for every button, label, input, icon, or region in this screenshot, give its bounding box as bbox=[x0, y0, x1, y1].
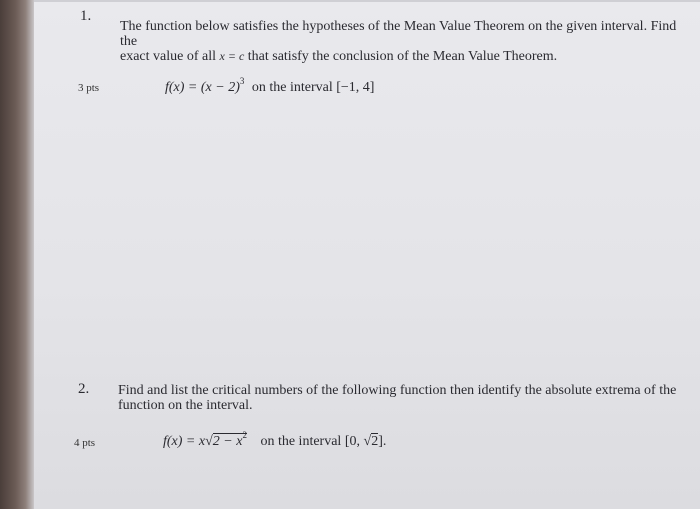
problem-1-text-line2: exact value of all x = c that satisfy the conclusion of the Mean Value Theorem. bbox=[120, 49, 558, 64]
math-x-equals-c: x = c bbox=[219, 49, 245, 63]
problem-1-function: f(x) = (x − 2) bbox=[165, 80, 240, 95]
problem-2-number: 2. bbox=[78, 381, 90, 397]
problem-2-points: 4 pts bbox=[74, 437, 96, 449]
problem-2-text-line1: Find and list the critical numbers of the following function then identify the absolute extrema of the bbox=[118, 383, 677, 398]
problem-1-interval-label: on the interval bbox=[251, 80, 333, 95]
problem-1-points: 3 pts bbox=[78, 82, 100, 94]
problem-2-interval-label: on the interval bbox=[260, 434, 342, 449]
problem-2-function: f(x) = x√ bbox=[163, 434, 213, 449]
problem-2-text bbox=[118, 383, 688, 413]
problem-1-interval: [−1, 4] bbox=[336, 80, 375, 95]
problem-2-text-line2: function on the interval. bbox=[118, 398, 253, 413]
problem-1-number: 1. bbox=[80, 8, 92, 24]
problem-2-interval: [0, √2]. bbox=[344, 434, 387, 449]
problem-1-exponent: 3 bbox=[239, 76, 245, 86]
problem-2-radicand: $2 - x^2$ bbox=[212, 430, 247, 449]
problem-1-text-line1: The function below satisfies the hypotheses of the Mean Value Theorem on the given interval. Find the bbox=[120, 19, 677, 49]
page-top-edge bbox=[34, 0, 700, 2]
problem-2-formula bbox=[163, 430, 387, 450]
problem-1-formula bbox=[165, 76, 375, 96]
problem-1-text bbox=[120, 19, 690, 64]
binder-edge bbox=[0, 0, 34, 509]
